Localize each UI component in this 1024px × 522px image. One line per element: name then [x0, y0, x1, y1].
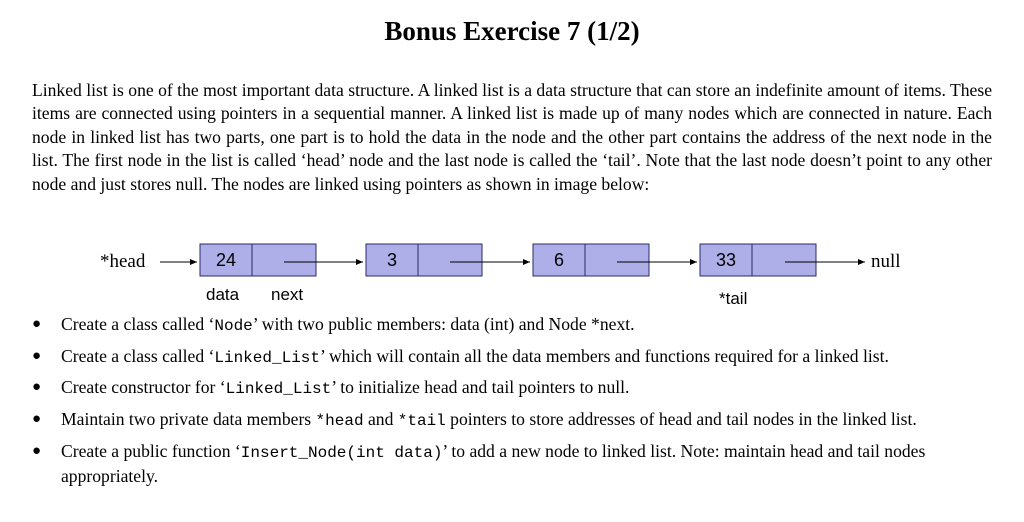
- null-label: null: [871, 251, 901, 272]
- code-span: Node: [214, 317, 253, 335]
- code-span: Linked_List: [225, 380, 332, 399]
- page-title: Bonus Exercise 7 (1/2): [384, 16, 640, 46]
- tail-pointer-caption: *tail: [719, 289, 748, 308]
- requirements-list: [32, 313, 994, 494]
- bullet-icon: ●: [32, 347, 42, 364]
- linked-list-diagram: [0, 236, 1024, 316]
- code-span: Linked_List: [214, 348, 320, 367]
- list-item: ● Create constructor for ‘Linked_List’ to initialize head and tail pointers to null.: [32, 377, 630, 399]
- code-span: Insert_Node(int data): [240, 443, 443, 462]
- bullet-icon: ●: [32, 379, 42, 396]
- node-value: 3: [386, 250, 397, 270]
- node-value: 6: [553, 250, 564, 270]
- list-item: ● Create a class called ‘Node’ with two public members: data (int) and Node *next.: [32, 314, 635, 335]
- node-value: 33: [715, 250, 737, 270]
- list-item: ● Create a class called ‘Linked_List’ which will contain all the data members and functions required for a linked list.: [32, 345, 889, 367]
- head-pointer-label: *head: [100, 251, 146, 272]
- intro-paragraph: Linked list is one of the most important data structure. A linked list is a data structure that can store an indefinite amount of items. These items are connected using pointers in a sequential manner. A linked list is made up of many nodes which are connected in nature. Each node in linked list has two parts, one part is to hold the data in the node and the other part contains the address of the next node in the list. The first node in the list is called ‘head’ node and the last node is called the ‘tail’. Note that the last node doesn’t point to any other node and just stores null. The nodes are linked using pointers as shown in image below:: [32, 80, 992, 194]
- bullet-icon: ●: [32, 316, 42, 332]
- code-span: *head: [315, 412, 364, 431]
- code-span: *tail: [397, 412, 446, 431]
- list-item: ● Maintain two private data members *head and *tail pointers to store addresses of head and tail nodes in the linked list.: [32, 409, 917, 431]
- list-item: ● Create a public function ‘Insert_Node(int data)’ to add a new node to linked list. Note: maintain head and tail nodes appropriately.: [32, 440, 926, 486]
- bullet-icon: ●: [32, 442, 42, 459]
- next-field-caption: next: [271, 285, 304, 304]
- bullet-icon: ●: [32, 411, 42, 428]
- linked-list-svg: [0, 236, 1024, 316]
- node-value: 24: [215, 250, 237, 270]
- data-field-caption: data: [206, 285, 240, 304]
